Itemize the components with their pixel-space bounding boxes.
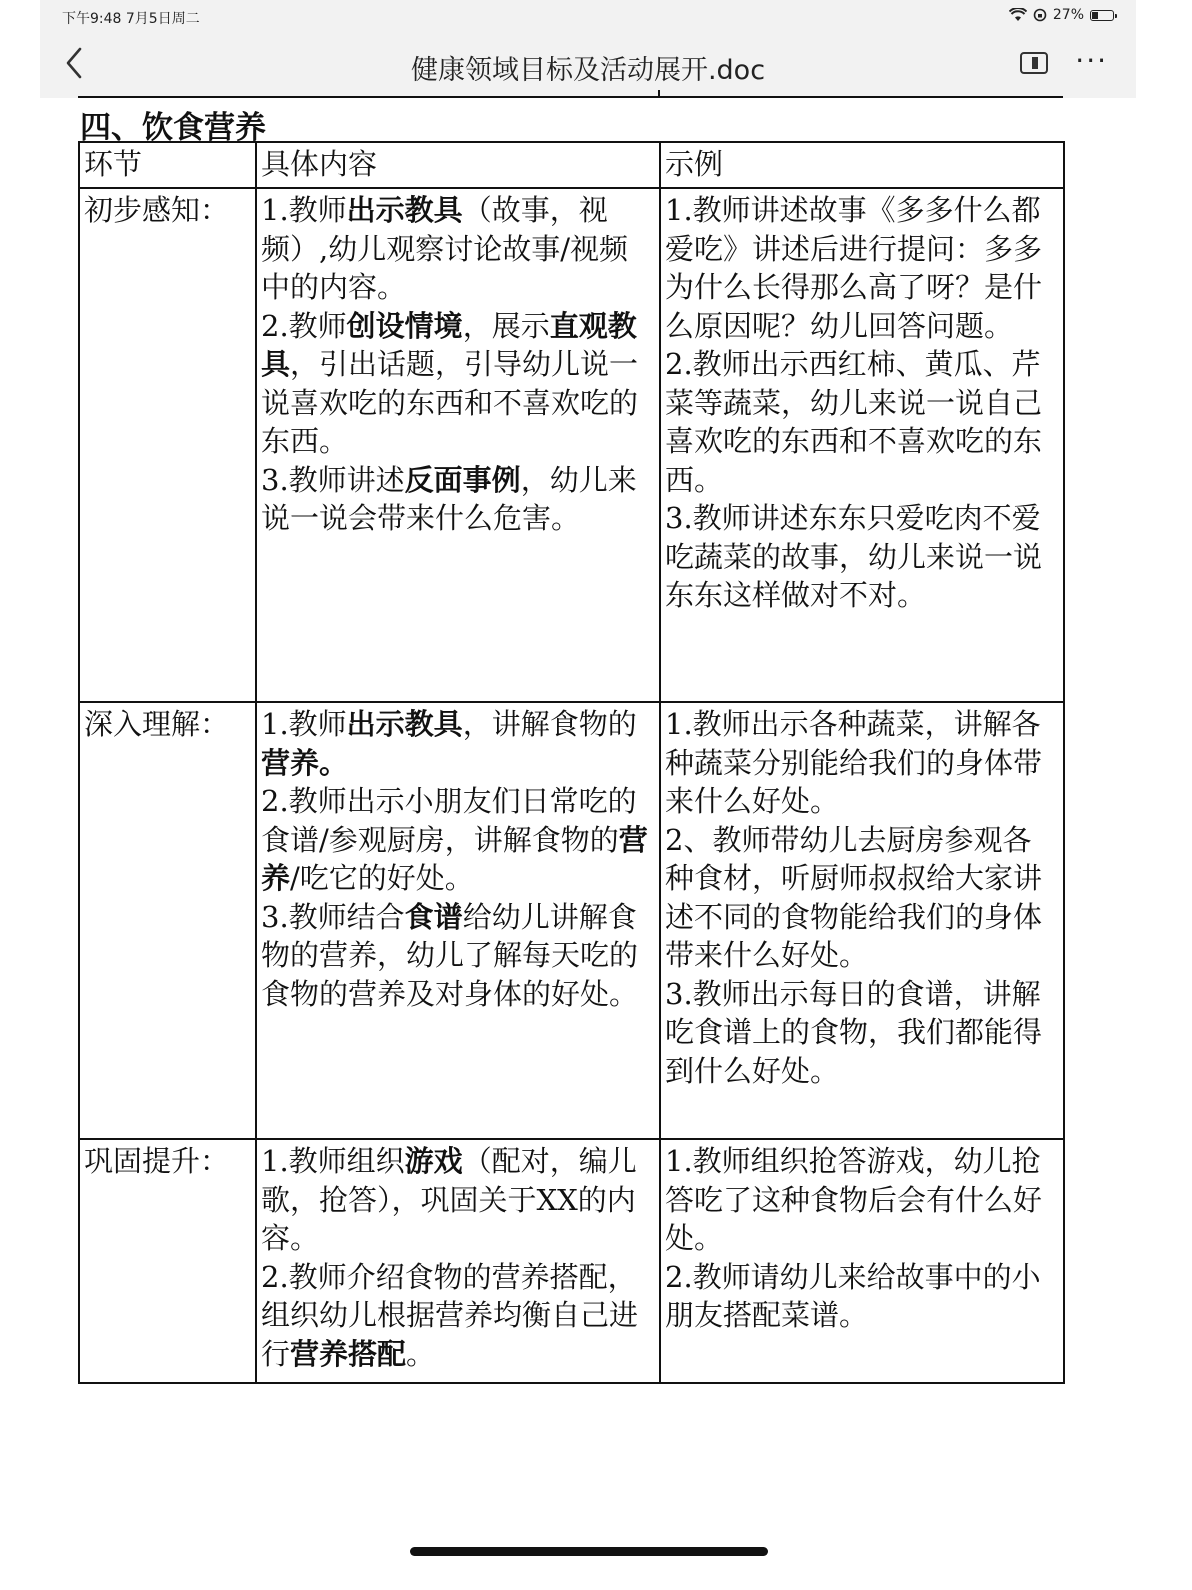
bold-text: 营养。 [261,745,349,780]
text-run: 3.教师出示每日的食谱，讲解吃食谱上的食物，我们都能得到什么好处。 [665,976,1043,1088]
header-content: 具体内容 [256,142,660,188]
text-run: 2.教师请幼儿来给故事中的小朋友搭配菜谱。 [665,1259,1041,1332]
cell-paragraph [665,1142,1059,1258]
text-run: 2.教师介绍食物的营养搭配，组织幼儿根据营养均衡自己进行 [261,1259,639,1371]
bold-text: 出示教具 [346,707,463,741]
stage-cell: 深入理解： [79,702,256,1139]
bold-text: 创设情境 [346,308,463,343]
wifi-icon [1009,8,1027,22]
cell-paragraph [665,345,1059,499]
text-run: 3.教师结合 [261,899,405,934]
example-cell [660,1139,1064,1383]
cell-paragraph [261,705,655,782]
table-row [79,1139,1064,1383]
document-title: 健康领域目标及活动展开.doc [410,55,766,86]
text-run: 1.教师组织 [261,1144,405,1178]
status-bar [40,0,1136,32]
text-run: ，幼儿来说一说会带来什么危害。 [261,462,637,535]
example-cell [660,188,1064,702]
text-run: ，展示 [462,308,550,343]
text-run: 1.教师出示各种蔬菜，讲解各种蔬菜分别能给我们的身体带来什么好处。 [665,707,1043,818]
battery-icon [1090,10,1114,21]
text-run: 2.教师 [261,308,347,343]
cell-paragraph [261,191,655,307]
previous-table-border [78,96,1063,101]
text-run: 1.教师 [261,193,347,227]
text-run: ，讲解食物的 [462,707,637,741]
text-run: 1.教师 [261,707,347,741]
cell-paragraph [665,191,1059,345]
home-indicator[interactable] [410,1547,768,1556]
text-run: 3.教师讲述 [261,462,405,497]
text-run: 2.教师出示小朋友们日常吃的食谱/参观厨房，讲解食物的 [261,784,637,857]
text-run: 2.教师出示西红柿、黄瓜、芹菜等蔬菜，幼儿来说一说自己喜欢吃的东西和不喜欢吃的东西。 [665,347,1043,497]
cell-paragraph [665,499,1059,615]
bold-text: 反面事例 [404,462,521,497]
bold-text: 营养搭配 [290,1336,407,1371]
status-time: 下午9:48 7月5日周二 [62,11,200,27]
text-run: 1.教师组织抢答游戏，幼儿抢答吃了这种食物后会有什么好处。 [665,1144,1043,1255]
header-stage: 环节 [79,142,256,188]
text-run: ，引出话题，引导幼儿说一说喜欢吃的东西和不喜欢吃的东西。 [261,347,639,458]
status-indicators [1009,7,1114,23]
text-run: （配对，编儿歌，抢答），巩固关于XX的内容。 [261,1144,637,1255]
content-cell [256,1139,660,1383]
table-row [79,188,1064,702]
cell-paragraph [665,975,1059,1091]
text-run: 3.教师讲述东东只爱吃肉不爱吃蔬菜的故事，幼儿来说一说东东这样做对不对。 [665,501,1043,612]
bold-text: 游戏 [404,1144,463,1178]
cell-paragraph [261,782,655,898]
example-cell [660,702,1064,1139]
cell-paragraph [665,1258,1059,1335]
orientation-lock-icon [1033,8,1047,22]
reader-mode-button[interactable] [1020,52,1048,74]
bold-text: 出示教具 [346,193,463,227]
stage-cell: 初步感知： [79,188,256,702]
activity-table [78,141,1065,1384]
text-run: 。 [406,1336,436,1371]
bold-text: 营养 [261,822,648,895]
more-button[interactable] [1075,44,1108,77]
cell-paragraph [261,1258,655,1374]
text-run: （故事，视频）,幼儿观察讨论故事/视频中的内容。 [261,193,628,304]
cell-paragraph [665,705,1059,821]
cell-paragraph [261,898,655,1014]
header-example: 示例 [660,142,1064,188]
stage-cell: 巩固提升： [79,1139,256,1383]
cell-paragraph [261,307,655,461]
more-icon: ··· [1075,44,1108,77]
content-cell [256,188,660,702]
nav-bar [40,38,1136,94]
section-title: 四、饮食营养 [80,110,266,146]
text-run: 2、教师带幼儿去厨房参观各种食材，听厨师叔叔给大家讲述不同的食物能给我们的身体带来什么好处。 [665,822,1043,972]
cell-paragraph [261,1142,655,1258]
battery-percent: 27% [1052,7,1084,23]
cell-paragraph [665,821,1059,975]
text-run: /吃它的好处。 [290,861,474,895]
bold-text: 直观教具 [261,308,637,381]
table-header-row [79,142,1064,188]
bold-text: 食谱 [404,899,463,934]
text-run: 给幼儿讲解食物的营养，幼儿了解每天吃的食物的营养及对身体的好处。 [261,899,639,1011]
cell-paragraph [261,461,655,538]
table-row [79,702,1064,1139]
top-bar [40,0,1136,98]
text-run: 1.教师讲述故事《多多什么都爱吃》讲述后进行提问：多多为什么长得那么高了呀？是什么原因呢？幼儿回答问题。 [665,193,1043,343]
content-cell [256,702,660,1139]
